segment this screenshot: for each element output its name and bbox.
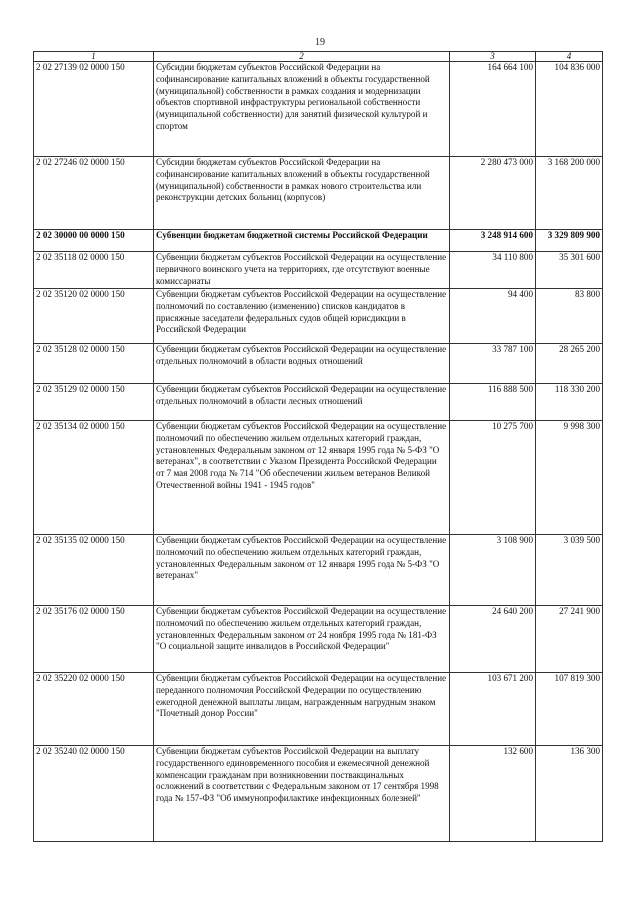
row-amount-2: 35 301 600	[536, 252, 603, 289]
row-amount-2: 136 300	[536, 746, 603, 842]
row-amount-1: 132 600	[450, 746, 536, 842]
row-amount-1: 3 108 900	[450, 535, 536, 606]
row-amount-1: 33 787 100	[450, 344, 536, 384]
row-description: Субвенции бюджетам субъектов Российской Федерации на осуществление отдельных полномочий в области лесных отношений	[154, 384, 450, 421]
row-description: Субвенции бюджетам бюджетной системы Российской Федерации	[154, 230, 450, 252]
row-amount-2: 3 039 500	[536, 535, 603, 606]
row-description: Субсидии бюджетам субъектов Российской Федерации на софинансирование капитальных вложений в объекты государственной (муниципальной) собственности в рамках создания и модернизации объектов спортивной инфраструктуры региональной собственности (муниципальной собственности) для занятий физической культурой и спортом	[154, 62, 450, 157]
row-amount-1: 116 888 500	[450, 384, 536, 421]
row-amount-1: 3 248 914 600	[450, 230, 536, 252]
row-description: Субвенции бюджетам субъектов Российской Федерации на выплату государственного единовременного пособия и ежемесячной денежной компенсации гражданам при возникновении поствакцинальных осложнений в соответствии с Федеральным законом от 17 сентября 1998 года № 157-ФЗ "Об иммунопрофилактике инфекционных болезней"	[154, 746, 450, 842]
row-amount-1: 24 640 200	[450, 606, 536, 673]
table-row	[34, 344, 603, 384]
row-code: 2 02 35118 02 0000 150	[34, 252, 154, 289]
table-body	[34, 62, 603, 842]
row-amount-2: 107 819 300	[536, 673, 603, 746]
row-amount-2: 118 330 200	[536, 384, 603, 421]
table-row	[34, 384, 603, 421]
table-header-row	[34, 52, 603, 62]
row-amount-1: 34 110 800	[450, 252, 536, 289]
budget-table	[33, 51, 603, 842]
row-code: 2 02 35129 02 0000 150	[34, 384, 154, 421]
row-code: 2 02 30000 00 0000 150	[34, 230, 154, 252]
row-code: 2 02 35134 02 0000 150	[34, 421, 154, 535]
row-amount-1: 10 275 700	[450, 421, 536, 535]
row-code: 2 02 35220 02 0000 150	[34, 673, 154, 746]
row-amount-1: 103 671 200	[450, 673, 536, 746]
table-row	[34, 289, 603, 344]
row-code: 2 02 27139 02 0000 150	[34, 62, 154, 157]
row-code: 2 02 35128 02 0000 150	[34, 344, 154, 384]
table-row	[34, 157, 603, 230]
table-row	[34, 230, 603, 252]
row-amount-2: 27 241 900	[536, 606, 603, 673]
table-row	[34, 421, 603, 535]
row-description: Субвенции бюджетам субъектов Российской Федерации на осуществление переданного полномочия Российской Федерации по осуществлению ежегодной денежной выплаты лицам, награжденным нагрудным знаком "Почетный донор России"	[154, 673, 450, 746]
row-amount-1: 164 664 100	[450, 62, 536, 157]
row-amount-1: 94 400	[450, 289, 536, 344]
row-description: Субвенции бюджетам субъектов Российской Федерации на осуществление полномочий по составлению (изменению) списков кандидатов в присяжные заседатели федеральных судов общей юрисдикции в Российской Федерации	[154, 289, 450, 344]
row-code: 2 02 27246 02 0000 150	[34, 157, 154, 230]
row-description: Субсидии бюджетам субъектов Российской Федерации на софинансирование капитальных вложений в объекты государственной (муниципальной) собственности в рамках нового строительства или реконструкции детских больниц (корпусов)	[154, 157, 450, 230]
table-row	[34, 535, 603, 606]
row-code: 2 02 35135 02 0000 150	[34, 535, 154, 606]
column-header-1: 1	[34, 52, 154, 62]
table-row	[34, 252, 603, 289]
row-description: Субвенции бюджетам субъектов Российской Федерации на осуществление полномочий по обеспечению жильем отдельных категорий граждан, установленных Федеральным законом от 12 января 1995 года № 5-ФЗ "О ветеранах", в соответствии с Указом Президента Российской Федерации от 7 мая 2008 года № 714 "Об обеспечении жильем ветеранов Великой Отечественной войны 1941 - 1945 годов"	[154, 421, 450, 535]
row-amount-2: 3 168 200 000	[536, 157, 603, 230]
row-amount-2: 3 329 809 900	[536, 230, 603, 252]
row-description: Субвенции бюджетам субъектов Российской Федерации на осуществление полномочий по обеспечению жильем отдельных категорий граждан, установленных Федеральным законом от 24 ноября 1995 года № 181-ФЗ "О социальной защите инвалидов в Российской Федерации"	[154, 606, 450, 673]
table-row	[34, 62, 603, 157]
row-amount-2: 83 800	[536, 289, 603, 344]
row-amount-2: 104 836 000	[536, 62, 603, 157]
row-amount-1: 2 280 473 000	[450, 157, 536, 230]
row-code: 2 02 35120 02 0000 150	[34, 289, 154, 344]
table-row	[34, 606, 603, 673]
column-header-4: 4	[536, 52, 603, 62]
column-header-2: 2	[154, 52, 450, 62]
row-description: Субвенции бюджетам субъектов Российской Федерации на осуществление первичного воинского учета на территориях, где отсутствуют военные комиссариаты	[154, 252, 450, 289]
row-code: 2 02 35176 02 0000 150	[34, 606, 154, 673]
row-amount-2: 28 265 200	[536, 344, 603, 384]
table-row	[34, 746, 603, 842]
row-amount-2: 9 998 300	[536, 421, 603, 535]
row-description: Субвенции бюджетам субъектов Российской Федерации на осуществление отдельных полномочий в области водных отношений	[154, 344, 450, 384]
page-number: 19	[315, 37, 325, 48]
row-code: 2 02 35240 02 0000 150	[34, 746, 154, 842]
column-header-3: 3	[450, 52, 536, 62]
row-description: Субвенции бюджетам субъектов Российской Федерации на осуществление полномочий по обеспечению жильем отдельных категорий граждан, установленных Федеральным законом от 12 января 1995 года № 5-ФЗ "О ветеранах"	[154, 535, 450, 606]
table-row	[34, 673, 603, 746]
